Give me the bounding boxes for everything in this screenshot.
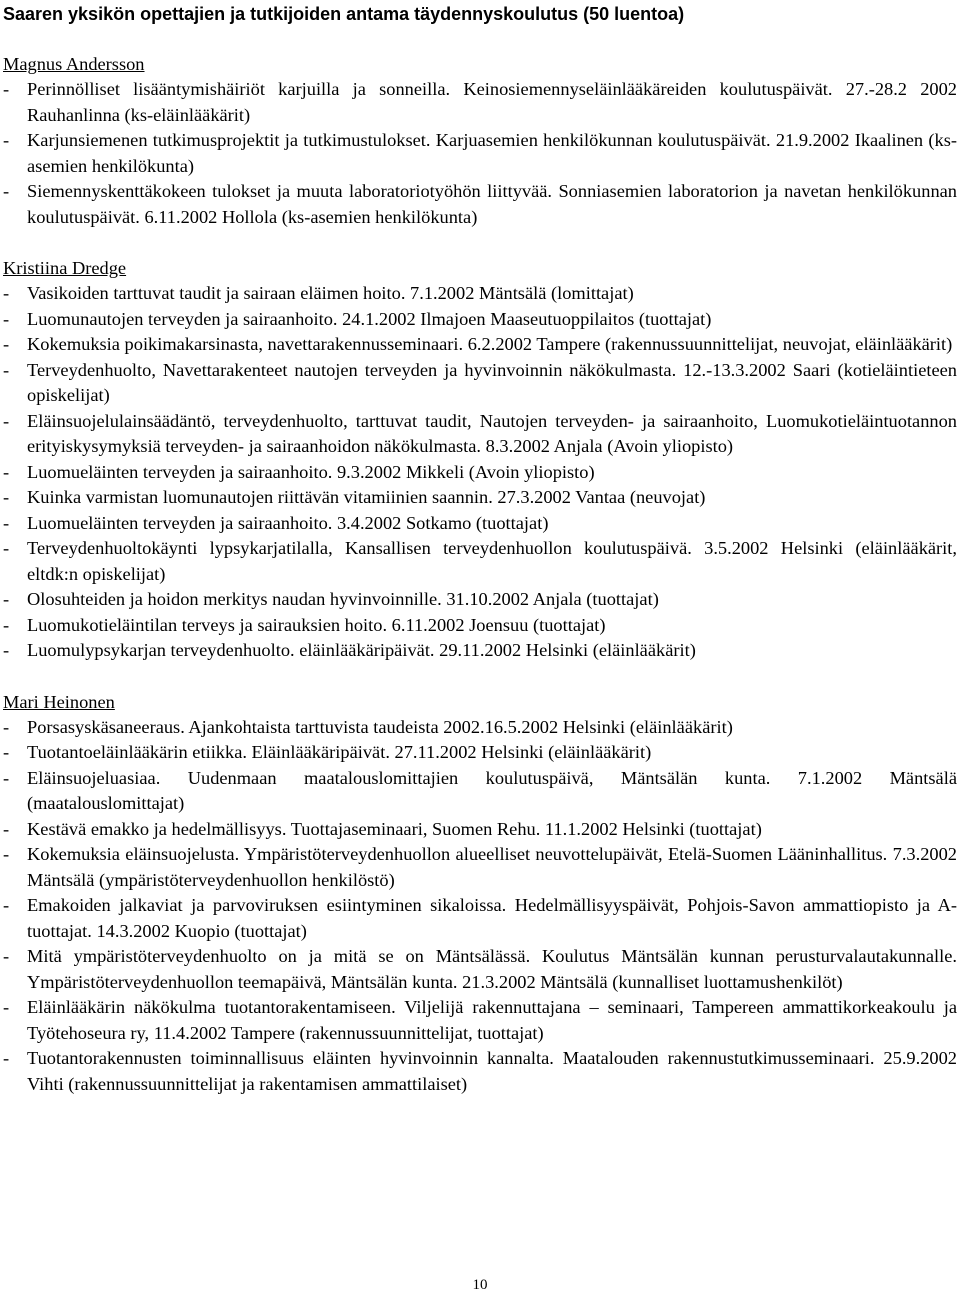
- page-title: Saaren yksikön opettajien ja tutkijoiden antama täydennyskoulutus (50 luentoa): [3, 4, 685, 24]
- bullet-dash: -: [3, 1048, 10, 1068]
- lecture-text: Mitä ympäristöterveydenhuolto on ja mitä se on Mäntsälässä. Koulutus Mäntsälän kunnan perusturvalautakunnalle. Ympäristöterveydenhuollon teemapäivä, Mäntsälän kunta. 21.3.2002 Mäntsälä (kunnalliset luottamushenkilöt): [27, 946, 957, 992]
- bullet-dash: -: [3, 589, 10, 609]
- bullet-dash: -: [3, 742, 10, 762]
- list-item: [3, 613, 957, 639]
- lecturer-name: Magnus Andersson: [3, 54, 145, 74]
- list-item: [3, 128, 957, 179]
- lecture-text: Eläinsuojelulainsäädäntö, terveydenhuolto, tarttuvat taudit, Nautojen terveyden- ja sairaanhoito, Luomukotieläintuotannon erityiskysymyksiä terveyden- ja sairaanhoidon näkökulmasta. 8.3.2002 Anjala (Avoin yliopisto): [27, 410, 957, 456]
- bullet-dash: -: [3, 844, 10, 864]
- list-item: [3, 817, 957, 843]
- bullet-dash: -: [3, 79, 10, 99]
- bullet-dash: -: [3, 895, 10, 915]
- lecture-text: Kokemuksia eläinsuojelusta. Ympäristöterveydenhuollon alueelliset neuvottelupäivät, Etelä-Suomen Lääninhallitus. 7.3.2002 Mäntsälä (ympäristöterveydenhuollon henkilöstö): [27, 844, 957, 890]
- bullet-dash: -: [3, 130, 10, 150]
- list-item: [3, 944, 957, 995]
- lecture-text: Karjunsiemenen tutkimusprojektit ja tutkimustulokset. Karjuasemien henkilökunnan koulutuspäivät. 21.9.2002 Ikaalinen (ks-asemien henkilökunta): [27, 130, 957, 176]
- bullet-dash: -: [3, 716, 10, 737]
- spacer: [3, 664, 957, 690]
- lecture-text: Luomukotieläintilan terveys ja sairauksien hoito. 6.11.2002 Joensuu (tuottajat): [27, 614, 606, 635]
- list-item: [3, 893, 957, 944]
- lecture-text: Emakoiden jalkaviat ja parvoviruksen esiintyminen sikaloissa. Hedelmällisyyspäivät, Pohjois-Savon ammattiopisto ja A-tuottajat. 14.3.2002 Kuopio (tuottajat): [27, 895, 957, 941]
- bullet-dash: -: [3, 359, 10, 380]
- list-item: [3, 740, 957, 766]
- list-item: [3, 638, 957, 664]
- lecturer-name: Mari Heinonen: [3, 691, 115, 712]
- lecture-text: Kestävä emakko ja hedelmällisyys. Tuottajaseminaari, Suomen Rehu. 11.1.2002 Helsinki (tuottajat): [27, 818, 762, 839]
- lecture-text: Perinnölliset lisääntymishäiriöt karjuilla ja sonneilla. Keinosiemennyseläinlääkäreiden koulutuspäivät. 27.-28.2 2002 Rauhanlinna (ks-eläinlääkärit): [27, 79, 957, 125]
- list-item: [3, 536, 957, 587]
- bullet-dash: -: [3, 614, 10, 635]
- lecture-text: Luomueläinten terveyden ja sairaanhoito. 3.4.2002 Sotkamo (tuottajat): [27, 512, 549, 533]
- bullet-dash: -: [3, 997, 10, 1017]
- list-item: [3, 587, 957, 613]
- list-item: [3, 511, 957, 537]
- bullet-dash: -: [3, 181, 10, 201]
- bullet-dash: -: [3, 512, 10, 533]
- bullet-dash: -: [3, 538, 10, 558]
- list-item: [3, 179, 957, 230]
- list-item: [3, 842, 957, 893]
- bullet-dash: -: [3, 461, 10, 482]
- list-item: [3, 281, 957, 307]
- lecture-text: Siemennyskenttäkokeen tulokset ja muuta laboratoriotyöhön liittyvää. Sonniasemien laboratorion ja navetan henkilökunnan koulutuspäivät. 6.11.2002 Hollola (ks-asemien henkilökunta): [27, 181, 957, 227]
- lecture-text: Kuinka varmistan luomunautojen riittävän vitamiinien saannin. 27.3.2002 Vantaa (neuvojat): [27, 487, 706, 507]
- list-item: [3, 307, 957, 333]
- lecture-text: Terveydenhuoltokäynti lypsykarjatilalla, Kansallisen terveydenhuollon koulutuspäivä. 3.5.2002 Helsinki (eläinlääkärit, eltdk:n opiskelijat): [27, 538, 957, 584]
- lecture-text: Olosuhteiden ja hoidon merkitys naudan hyvinvoinnille. 31.10.2002 Anjala (tuottajat): [27, 589, 659, 609]
- lecture-text: Tuotantorakennusten toiminnallisuus eläinten hyvinvoinnin kannalta. Maatalouden rakennustutkimusseminaari. 25.9.2002 Vihti (rakennussuunnittelijat ja rakentamisen ammattilaiset): [27, 1048, 957, 1094]
- lecture-text: Eläinlääkärin näkökulma tuotantorakentamiseen. Viljelijä rakennuttajana – seminaari, Tampereen ammattikorkeakoulu ja Työtehoseura ry, 11.4.2002 Tampere (rakennussuunnittelijat, tuottajat): [27, 997, 957, 1043]
- list-item: [3, 332, 957, 358]
- list-item: [3, 460, 957, 486]
- list-item: [3, 409, 957, 460]
- section-kristiina-dredge: [3, 256, 957, 664]
- bullet-dash: -: [3, 334, 10, 354]
- list-item: [3, 358, 957, 409]
- lecture-text: Luomulypsykarjan terveydenhuolto. eläinlääkäripäivät. 29.11.2002 Helsinki (eläinlääkärit): [27, 640, 696, 660]
- bullet-dash: -: [3, 767, 10, 788]
- bullet-dash: -: [3, 283, 10, 303]
- lecture-text: Luomueläinten terveyden ja sairaanhoito. 9.3.2002 Mikkeli (Avoin yliopisto): [27, 461, 595, 482]
- list-item: [3, 766, 957, 817]
- spacer: [3, 230, 957, 256]
- bullet-dash: -: [3, 818, 10, 839]
- list-item: [3, 77, 957, 128]
- lecturer-name: Kristiina Dredge: [3, 258, 127, 278]
- lecture-text: Vasikoiden tarttuvat taudit ja sairaan eläimen hoito. 7.1.2002 Mäntsälä (lomittajat): [27, 283, 634, 303]
- list-item: [3, 995, 957, 1046]
- page-number: 10: [472, 1277, 488, 1293]
- bullet-dash: -: [3, 487, 10, 507]
- list-item: [3, 1046, 957, 1097]
- lecture-text: Terveydenhuolto, Navettarakenteet nautojen terveyden ja hyvinvoinnin näkökulmasta. 12.-13.3.2002 Saari (kotieläintieteen opiskelijat): [27, 359, 957, 405]
- section-magnus-andersson: [3, 52, 957, 230]
- lecture-text: Porsasyskäsaneeraus. Ajankohtaista tarttuvista taudeista 2002.16.5.2002 Helsinki (eläinlääkärit): [27, 716, 733, 737]
- lecture-text: Tuotantoeläinlääkärin etiikka. Eläinlääkäripäivät. 27.11.2002 Helsinki (eläinlääkärit): [27, 742, 652, 762]
- list-item: [3, 485, 957, 511]
- lecture-text: Kokemuksia poikimakarsinasta, navettarakennusseminaari. 6.2.2002 Tampere (rakennussuunnittelijat, neuvojat, eläinlääkärit): [27, 334, 953, 354]
- bullet-dash: -: [3, 946, 10, 966]
- bullet-dash: -: [3, 410, 10, 431]
- lecture-text: Eläinsuojeluasiaa. Uudenmaan maatalouslomittajien koulutuspäivä, Mäntsälän kunta. 7.1.2002 Mäntsälä (maatalouslomittajat): [27, 767, 957, 813]
- lecture-text: Luomunautojen terveyden ja sairaanhoito. 24.1.2002 Ilmajoen Maaseutuoppilaitos (tuottajat): [27, 308, 712, 329]
- bullet-dash: -: [3, 640, 10, 660]
- list-item: [3, 715, 957, 741]
- section-mari-heinonen: [3, 690, 957, 1098]
- spacer: [3, 27, 957, 52]
- document-page: [3, 0, 957, 1097]
- bullet-dash: -: [3, 308, 10, 329]
